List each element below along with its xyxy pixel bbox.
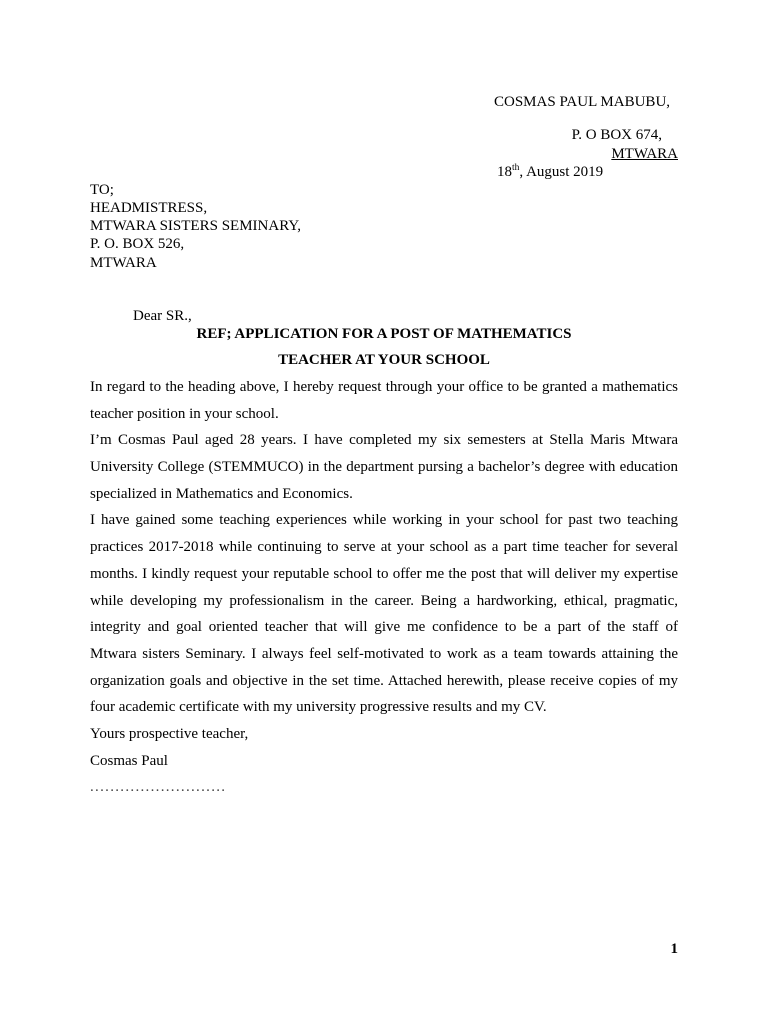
signature-name: Cosmas Paul — [90, 752, 168, 769]
body-line: teacher position in your school. — [90, 405, 279, 422]
recipient-title: HEADMISTRESS, — [90, 200, 208, 216]
body-line: In regard to the heading above, I hereby request through your office to be granted a mathematics — [90, 379, 678, 395]
body-line: integrity and goal oriented teacher that will give me confidence to be a part of the staff of — [90, 619, 678, 636]
recipient-town: MTWARA — [90, 255, 157, 271]
salutation: Dear SR., — [133, 308, 192, 324]
page-number: 1 — [670, 941, 678, 957]
signature-line: ........................... — [90, 779, 227, 796]
recipient-to: TO; — [90, 182, 114, 198]
letter-body — [90, 374, 678, 801]
sender-address: P. O BOX 674, — [571, 127, 662, 143]
complimentary-close: Yours prospective teacher, — [90, 725, 249, 742]
body-line: University College (STEMMUCO) in the department pursing a bachelor’s degree with education — [90, 459, 678, 476]
recipient-institution: MTWARA SISTERS SEMINARY, — [90, 218, 302, 234]
date-ordinal-suffix: th — [512, 163, 520, 173]
sender-town: MTWARA — [611, 146, 678, 162]
body-line: months. I kindly request your reputable school to offer me the post that will deliver my expertise — [90, 565, 678, 582]
paragraph-1 — [90, 374, 678, 427]
body-line: practices 2017-2018 while continuing to serve at your school as a part time teacher for several — [90, 539, 678, 556]
body-line: while developing my professionalism in the career. Being a hardworking, ethical, pragmatic, — [90, 592, 678, 609]
date-month-year: , August 2019 — [519, 164, 604, 180]
body-line: I’m Cosmas Paul aged 28 years. I have completed my six semesters at Stella Maris Mtwara — [90, 432, 678, 449]
body-line: I have gained some teaching experiences while working in your school for past two teaching — [90, 512, 678, 529]
sender-name: COSMAS PAUL MABUBU, — [494, 94, 671, 110]
date-day: 18 — [497, 164, 512, 180]
recipient-address: P. O. BOX 526, — [90, 236, 185, 252]
body-line: organization goals and objective in the set time. Attached herewith, please receive copies of my — [90, 672, 678, 689]
body-line: Mtwara sisters Seminary. I always feel self-motivated to work as a team towards attaining the — [90, 645, 678, 662]
paragraph-2 — [90, 427, 678, 507]
letter-date — [497, 163, 603, 181]
body-line: specialized in Mathematics and Economics. — [90, 485, 353, 502]
subject-line-2: TEACHER AT YOUR SCHOOL — [278, 352, 490, 368]
body-line: four academic certificate with my university progressive results and my CV. — [90, 699, 547, 716]
subject-line-1: REF; APPLICATION FOR A POST OF MATHEMATICS — [196, 326, 572, 342]
paragraph-3 — [90, 507, 678, 721]
